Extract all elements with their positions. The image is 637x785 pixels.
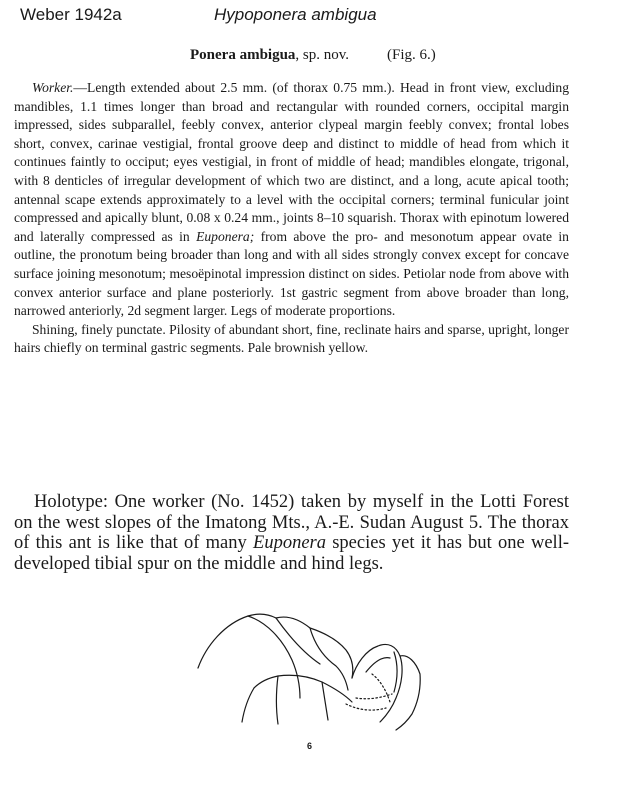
worker-description	[14, 79, 569, 321]
species-status: , sp. nov.	[295, 47, 350, 63]
page-header	[20, 5, 620, 29]
worker-text-continued: from above the pro- and mesonotum appear ovate in outline, the pronotum being broader than long and with all sides strongly convex except for concave surface joining mesonotum; mesoëpinotal impression distinct on sides. Petiolar node from above with convex anterior surface and plane posteriorly. 1st gastric segment from above broader than long, narrowed anteriorly, 2d segment larger. Legs of moderate proportions.	[14, 228, 569, 319]
worker-label: Worker.	[32, 80, 74, 95]
pronotum-outline	[198, 614, 276, 668]
thorax-drawing	[196, 602, 422, 734]
figure-reference: (Fig. 6.)	[387, 47, 436, 63]
genus-reference: Euponera;	[196, 228, 255, 244]
holotype-text-continued: species yet it has but one well-developed tibial spur on the middle and hind legs.	[14, 533, 570, 574]
taxon-name: Hypoponera ambigua	[214, 5, 377, 24]
mesonotum-outline	[276, 617, 353, 678]
petiole-node	[352, 644, 402, 722]
citation-source: Weber 1942a	[20, 5, 122, 24]
page-number: 6	[307, 741, 313, 751]
mesopleuron-outline	[254, 675, 352, 702]
sculpture-description: Shining, finely punctate. Pilosity of abundant short, fine, reclinate hairs and sparse, upright, longer hairs chiefly on terminal gastric segments. Pale brownish yellow.	[14, 321, 569, 356]
holotype-paragraph	[14, 492, 569, 574]
holotype-genus: Euponera	[253, 533, 326, 553]
species-title	[190, 47, 436, 64]
gaster-outline	[396, 656, 420, 730]
worker-text: —Length extended about 2.5 mm. (of thorax 0.75 mm.). Head in front view, excluding mandibles, 1.1 times longer than broad and rectangular with rounded corners, occipital margin impressed, sides subparallel, feebly convex, anterior clypeal margin feebly convex; frontal lobes short, convex, carinae vestigial, frontal groove deep and distinct to middle of head from which it continues faintly to occiput; eyes vestigial, in front of middle of head; mandibles elongate, trigonal, with 8 denticles of irregular development of which two are distinct, and a long, acute apical tooth; antennal scape extends approximately to a level with the occipital corners; terminal funicular joint compressed and apically blunt, 0.08 x 0.24 mm., joints 8–10 squarish. Thorax with epinotum lowered and laterally compressed as in	[14, 80, 569, 244]
description-text	[14, 79, 569, 358]
holotype-text: Holotype: One worker (No. 1452) taken by myself in the Lotti Forest on the west slopes of the Imatong Mts., A.-E. Sudan August 5. The thorax of this ant is like that of many	[14, 492, 569, 553]
species-name: Ponera ambigua	[190, 47, 296, 63]
